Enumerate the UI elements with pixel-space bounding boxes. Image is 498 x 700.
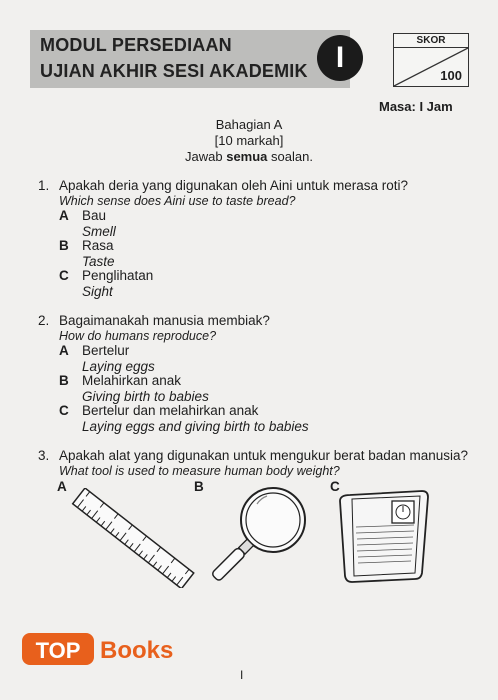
q3-text-ms: Apakah alat yang digunakan untuk mengukur berat badan manusia? (59, 448, 469, 463)
q2-number: 2. (38, 313, 50, 328)
q1-option-a-en: Smell (82, 224, 116, 239)
score-max: 100 (440, 68, 462, 83)
q1-option-c-ms[interactable]: Penglihatan (82, 268, 154, 283)
instr-post: soalan. (267, 149, 313, 164)
q1-option-c-letter[interactable]: C (59, 268, 69, 283)
weighing-scale-image[interactable] (330, 487, 440, 587)
q3-number: 3. (38, 448, 50, 463)
q1-text-ms: Apakah deria yang digunakan oleh Aini untuk merasa roti? (59, 178, 408, 193)
q1-option-b-letter[interactable]: B (59, 238, 69, 253)
q3-option-c-letter[interactable]: C (330, 479, 340, 494)
q2-option-b-letter[interactable]: B (59, 373, 69, 388)
instr-pre: Jawab (185, 149, 227, 164)
module-header (30, 30, 350, 88)
q2-text-ms: Bagaimanakah manusia membiak? (59, 313, 270, 328)
q1-text-en: Which sense does Aini use to taste bread? (59, 194, 296, 208)
q1-option-b-ms[interactable]: Rasa (82, 238, 114, 253)
q2-option-c-letter[interactable]: C (59, 403, 69, 418)
ruler-image[interactable] (70, 488, 195, 588)
q2-option-a-letter[interactable]: A (59, 343, 69, 358)
q2-option-c-ms[interactable]: Bertelur dan melahirkan anak (82, 403, 259, 418)
time-allowed: Masa: I Jam (379, 99, 453, 114)
section-marks (0, 133, 498, 148)
header-title-line2: UJIAN AKHIR SESI AKADEMIK (40, 61, 308, 81)
module-number-badge: I (317, 35, 363, 81)
section-marks-text: [10 markah] (214, 133, 284, 148)
magnifying-glass-image[interactable] (205, 482, 315, 587)
q2-option-b-ms[interactable]: Melahirkan anak (82, 373, 182, 388)
page-number: I (240, 668, 244, 682)
score-label: SKOR (394, 34, 468, 48)
q1-option-c-en: Sight (82, 284, 113, 299)
logo-top-text: TOP (35, 638, 81, 663)
q2-text-en: How do humans reproduce? (59, 329, 217, 343)
topbooks-logo (22, 627, 202, 671)
score-box (393, 33, 469, 87)
q3-option-b-letter[interactable]: B (194, 479, 204, 494)
q2-option-b-en: Giving birth to babies (82, 389, 209, 404)
q1-option-b-en: Taste (82, 254, 115, 269)
q2-option-a-ms[interactable]: Bertelur (82, 343, 130, 358)
q1-option-a-letter[interactable]: A (59, 208, 69, 223)
q3-option-a-letter[interactable]: A (57, 479, 67, 494)
logo-books-text: Books (100, 637, 174, 664)
q2-option-a-en: Laying eggs (82, 359, 155, 374)
header-title-line1: MODUL PERSEDIAAN (40, 35, 232, 55)
q2-option-c-en: Laying eggs and giving birth to babies (82, 419, 309, 434)
instr-bold: semua (226, 149, 268, 164)
q1-number: 1. (38, 178, 50, 193)
section-title: Bahagian A (215, 117, 283, 132)
q3-text-en: What tool is used to measure human body weight? (59, 464, 340, 478)
q1-option-a-ms[interactable]: Bau (82, 208, 107, 223)
section-instruction (0, 149, 498, 164)
